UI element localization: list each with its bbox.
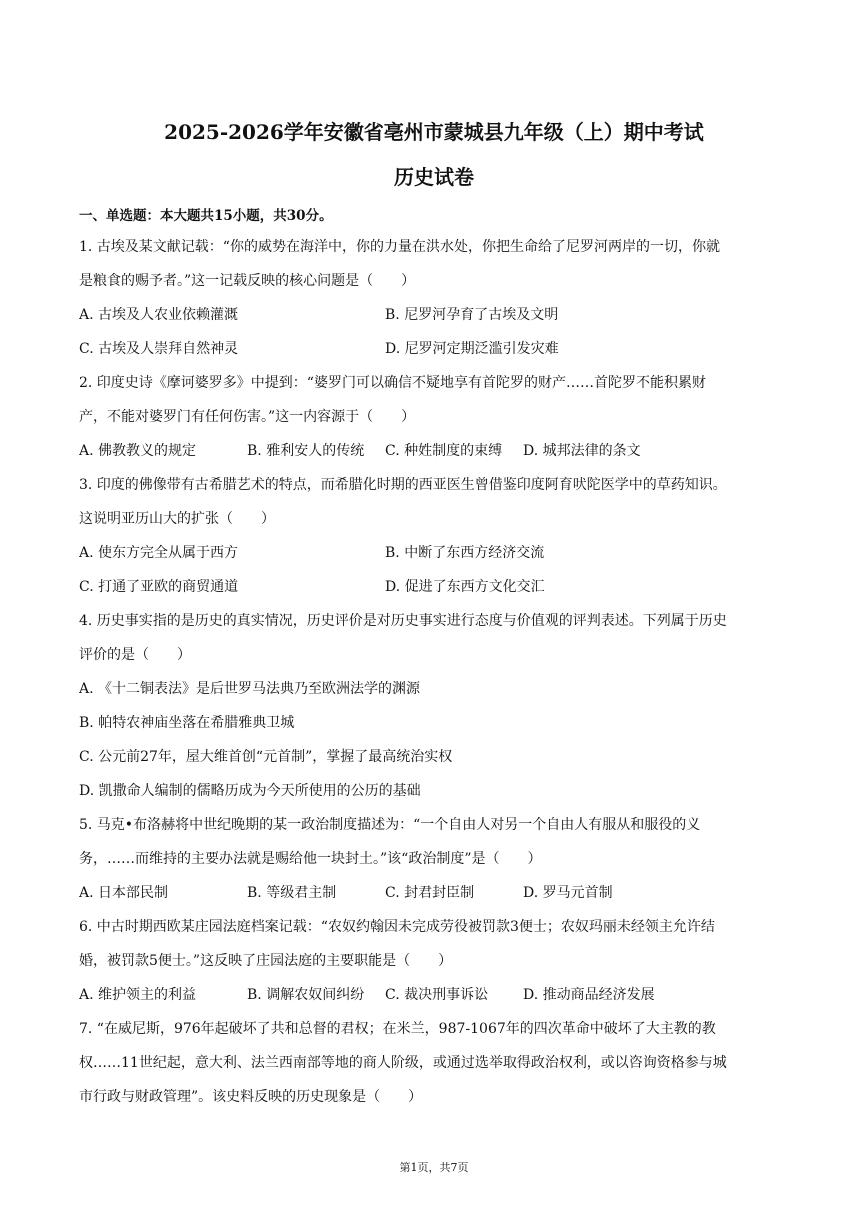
option-c: C. 裁决刑事诉讼 [385, 987, 489, 1003]
section-heading: 一、单选题：本大题共15小题，共30分。 [79, 208, 333, 224]
exam-title: 2025-2026学年安徽省亳州市蒙城县九年级（上）期中考试 [164, 120, 704, 144]
question-stem-line: 1. 古埃及某文献记载：“你的威势在海洋中，你的力量在洪水处，你把生命给了尼罗河两岸的一切，你就 [79, 239, 720, 255]
question-stem-line: 评价的是（ ） [79, 647, 191, 663]
question-stem-line: 市行政与财政管理”。该史料反映的历史现象是（ ） [79, 1089, 423, 1105]
option-d: D. 推动商品经济发展 [523, 987, 655, 1003]
option-b: B. 调解农奴间纠纷 [247, 987, 365, 1003]
option-d: D. 城邦法律的条文 [523, 443, 641, 459]
option-d: D. 罗马元首制 [523, 885, 613, 901]
option-c: C. 公元前27年，屋大维首创“元首制”，掌握了最高统治实权 [79, 749, 453, 765]
question-stem-line: 5. 马克•布洛赫将中世纪晚期的某一政治制度描述为：“一个自由人对另一个自由人有服从和服役的义 [79, 817, 701, 833]
option-b: B. 中断了东西方经济交流 [385, 545, 545, 561]
question-1 [79, 230, 791, 366]
question-stem-line: 务，……而维持的主要办法就是赐给他一块封土。”该“政治制度”是（ ） [79, 851, 542, 867]
option-c: C. 封君封臣制 [385, 885, 475, 901]
option-c: C. 种姓制度的束缚 [385, 443, 503, 459]
question-6 [79, 910, 791, 1012]
option-b: B. 帕特农神庙坐落在希腊雅典卫城 [79, 715, 295, 731]
question-stem-line: 6. 中古时期西欧某庄园法庭档案记载：“农奴约翰因未完成劳役被罚款3便士；农奴玛丽未经领主允许结 [79, 919, 715, 935]
page-footer: 第1页，共7页 [399, 1161, 469, 1174]
option-a: A. 佛教教义的规定 [79, 443, 197, 459]
question-stem-line: 这说明亚历山大的扩张（ ） [79, 511, 275, 527]
option-c: C. 古埃及人崇拜自然神灵 [79, 341, 239, 357]
question-list [79, 230, 791, 1114]
option-a: A. 古埃及人农业依赖灌溉 [79, 307, 239, 323]
question-stem-line: 产，不能对婆罗门有任何伤害。”这一内容源于（ ） [79, 409, 416, 425]
option-a: A. 《十二铜表法》是后世罗马法典乃至欧洲法学的渊源 [79, 681, 421, 697]
question-2 [79, 366, 791, 468]
question-stem-line: 权……11世纪起，意大利、法兰西南部等地的商人阶级，或通过选举取得政治权利，或以咨询资格参与城 [79, 1055, 727, 1071]
question-stem-line: 4. 历史事实指的是历史的真实情况，历史评价是对历史事实进行态度与价值观的评判表述。下列属于历史 [79, 613, 727, 629]
question-3 [79, 468, 791, 604]
option-b: B. 等级君主制 [247, 885, 337, 901]
option-d: D. 尼罗河定期泛滥引发灾难 [385, 341, 559, 357]
option-a: A. 使东方完全从属于西方 [79, 545, 239, 561]
option-b: B. 雅利安人的传统 [247, 443, 365, 459]
option-a: A. 维护领主的利益 [79, 987, 197, 1003]
option-d: D. 凯撒命人编制的儒略历成为今天所使用的公历的基础 [79, 783, 421, 799]
exam-subtitle: 历史试卷 [394, 165, 474, 189]
question-stem-line: 婚，被罚款5便士。”这反映了庄园法庭的主要职能是（ ） [79, 953, 453, 969]
question-7 [79, 1012, 791, 1114]
option-b: B. 尼罗河孕育了古埃及文明 [385, 307, 559, 323]
question-stem-line: 是粮食的赐予者。”这一记载反映的核心问题是（ ） [79, 273, 416, 289]
question-stem-line: 3. 印度的佛像带有古希腊艺术的特点，而希腊化时期的西亚医生曾借鉴印度阿育吠陀医学中的草药知识。 [79, 477, 727, 493]
question-4 [79, 604, 791, 808]
question-stem-line: 7. “在威尼斯，976年起破坏了共和总督的君权；在米兰，987-1067年的四次革命中破坏了大主教的教 [79, 1021, 716, 1037]
option-a: A. 日本部民制 [79, 885, 169, 901]
question-stem-line: 2. 印度史诗《摩诃婆罗多》中提到：“婆罗门可以确信不疑地享有首陀罗的财产……首陀罗不能积累财 [79, 375, 706, 391]
question-5 [79, 808, 791, 910]
option-c: C. 打通了亚欧的商贸通道 [79, 579, 239, 595]
option-d: D. 促进了东西方文化交汇 [385, 579, 545, 595]
